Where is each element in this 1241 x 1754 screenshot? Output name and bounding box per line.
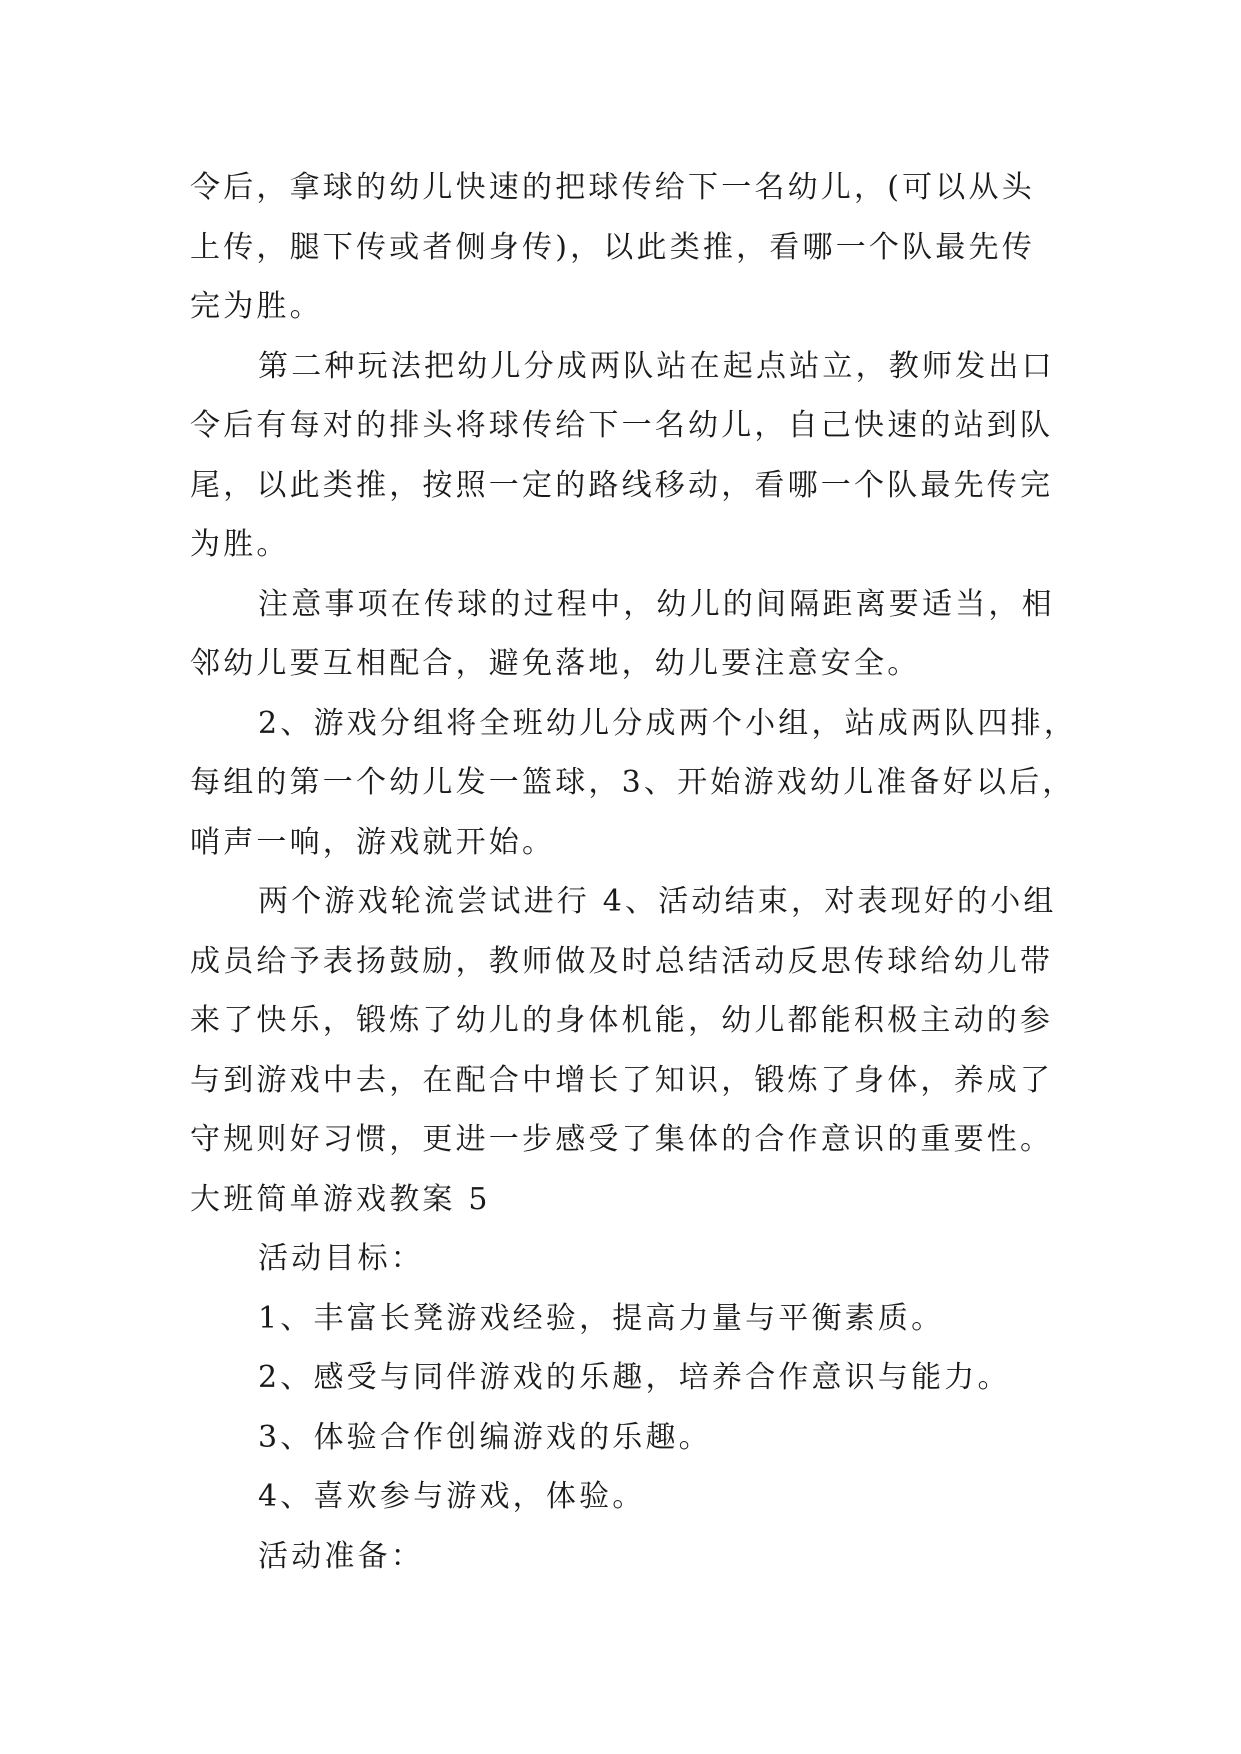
text-line: 邻幼儿要互相配合，避免落地，幼儿要注意安全。 <box>190 646 921 681</box>
text-line: 成员给予表扬鼓励，教师做及时总结活动反思传球给幼儿带 <box>190 943 1054 979</box>
goal-item: 3、体验合作创编游戏的乐趣。 <box>258 1419 712 1455</box>
goal-item: 4、喜欢参与游戏，体验。 <box>258 1479 646 1514</box>
text-line: 尾，以此类推，按照一定的路线移动，看哪一个队最先传完 <box>190 467 1054 503</box>
text-line: 与到游戏中去，在配合中增长了知识，锻炼了身体，养成了 <box>190 1062 1054 1098</box>
text-line: 为胜。 <box>190 527 290 562</box>
paragraph-start-line: 2、游戏分组将全班幼儿分成两个小组，站成两队四排， <box>258 705 1078 741</box>
subheading-goals: 活动目标： <box>258 1241 424 1276</box>
text-line: 每组的第一个幼儿发一篮球，3、开始游戏幼儿准备好以后， <box>190 765 1076 800</box>
text-line: 令后，拿球的幼儿快速的把球传给下一名幼儿，(可以从头 <box>190 170 1035 205</box>
paragraph-start-line: 注意事项在传球的过程中，幼儿的间隔距离要适当，相 <box>258 586 1055 622</box>
goal-item: 1、丰富长凳游戏经验，提高力量与平衡素质。 <box>258 1300 945 1336</box>
subheading-preparation: 活动准备： <box>258 1538 424 1574</box>
paragraph-start-line: 两个游戏轮流尝试进行 4、活动结束，对表现好的小组 <box>258 884 1057 919</box>
text-line: 令后有每对的排头将球传给下一名幼儿，自己快速的站到队 <box>190 408 1054 443</box>
paragraph-start-line: 第二种玩法把幼儿分成两队站在起点站立，教师发出口 <box>258 348 1055 384</box>
text-line: 完为胜。 <box>190 289 323 324</box>
section-heading: 大班简单游戏教案 5 <box>190 1181 491 1217</box>
document-body <box>190 158 1078 1586</box>
text-line: 上传，腿下传或者侧身传)，以此类推，看哪一个队最先传 <box>190 229 1035 265</box>
text-line: 来了快乐，锻炼了幼儿的身体机能，幼儿都能积极主动的参 <box>190 1003 1054 1038</box>
text-line: 守规则好习惯，更进一步感受了集体的合作意识的重要性。 <box>190 1122 1054 1157</box>
text-line: 哨声一响，游戏就开始。 <box>190 824 556 860</box>
goal-item: 2、感受与同伴游戏的乐趣，培养合作意识与能力。 <box>258 1360 1011 1395</box>
